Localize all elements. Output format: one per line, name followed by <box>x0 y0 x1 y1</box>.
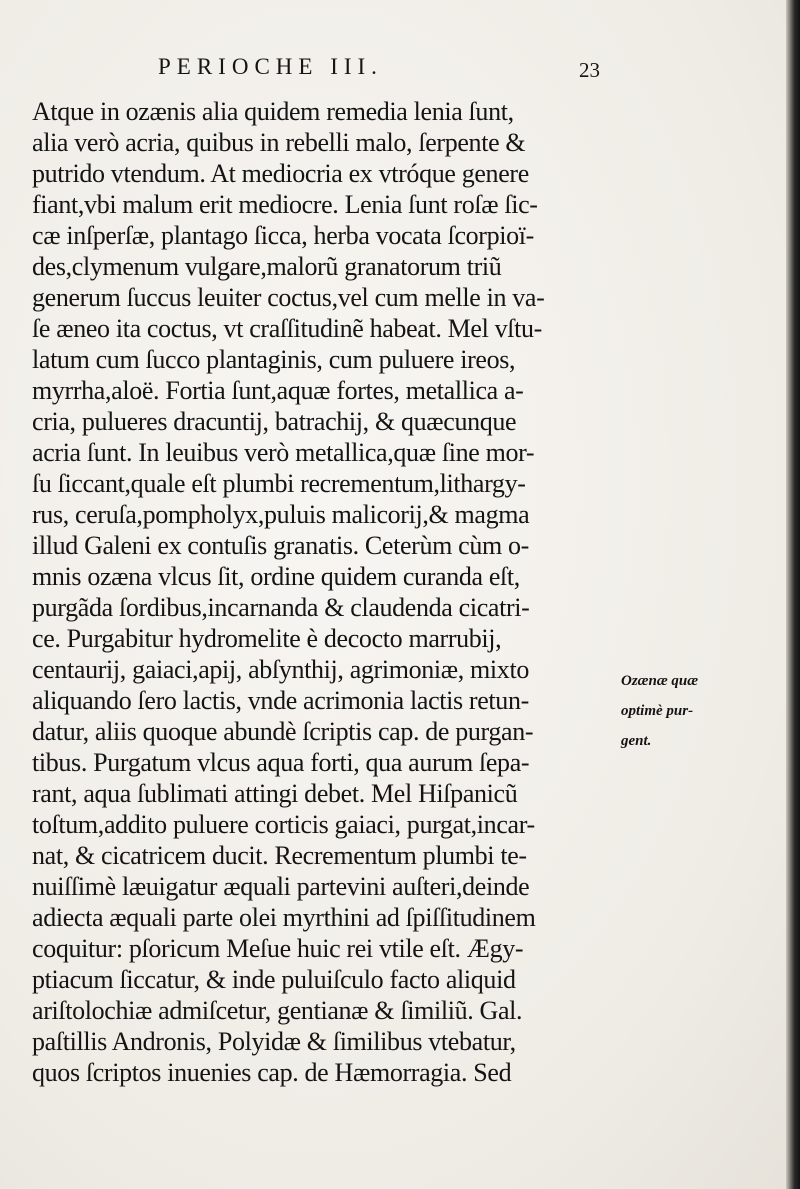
marginal-note <box>621 666 781 756</box>
text-line: generum ſuccus leuiter coctus,vel cum melle in va- <box>32 283 545 312</box>
text-line: mnis ozæna vlcus ſit, ordine quidem curanda eſt, <box>32 562 520 591</box>
text-line: acria ſunt. In leuibus verò metallica,quæ ſine mor- <box>32 438 535 467</box>
text-line: tibus. Purgatum vlcus aqua forti, qua aurum ſepa- <box>32 748 530 777</box>
text-line: cria, pulueres dracuntij, batrachij, & quæcunque <box>32 407 517 436</box>
text-line: fiant,vbi malum erit mediocre. Lenia ſunt roſæ ſic- <box>32 190 538 219</box>
page-header <box>150 54 600 94</box>
text-line: toſtum,addito puluere corticis gaiaci, purgat,incar- <box>32 810 535 839</box>
text-line: illud Galeni ex contuſis granatis. Ceterùm cùm o- <box>32 531 529 560</box>
text-line: centaurij, gaiaci,apij, abſynthij, agrimoniæ, mixto <box>32 655 529 684</box>
text-line: ce. Purgabitur hydromelite è decocto marrubij, <box>32 624 502 653</box>
text-line: cæ inſperſæ, plantago ſicca, herba vocata ſcorpioï- <box>32 221 534 250</box>
text-line: myrrha,aloë. Fortia ſunt,aquæ fortes, metallica a- <box>32 376 524 405</box>
book-gutter-edge <box>786 0 800 1189</box>
text-line: datur, aliis quoque abundè ſcriptis cap. de purgan- <box>32 717 534 746</box>
text-line: coquitur: pſoricum Meſue huic rei vtile eſt. Ægy- <box>32 934 524 963</box>
text-line: ariſtolochiæ admiſcetur, gentianæ & ſimiliũ. Gal. <box>32 996 523 1025</box>
main-text-block <box>32 96 632 1088</box>
text-line: rant, aqua ſublimati attingi debet. Mel Hiſpanicũ <box>32 779 518 808</box>
text-line: nat, & cicatricem ducit. Recrementum plumbi te- <box>32 841 527 870</box>
text-line: quos ſcriptos inuenies cap. de Hæmorragia. Sed <box>32 1058 512 1087</box>
text-line: des,clymenum vulgare,malorũ granatorum triũ <box>32 252 502 281</box>
marginal-note-line: optimè pur- <box>621 703 694 719</box>
text-line: putrido vtendum. At mediocria ex vtróque genere <box>32 159 529 188</box>
text-line: ptiacum ſiccatur, & inde puluiſculo facto aliquid <box>32 965 516 994</box>
text-line: purgãda ſordibus,incarnanda & claudenda cicatri- <box>32 593 530 622</box>
text-line: adiecta æquali parte olei myrthini ad ſpiſſitudinem <box>32 903 536 932</box>
text-line: latum cum ſucco plantaginis, cum puluere ireos, <box>32 345 516 374</box>
text-line: nuiſſimè læuigatur æquali partevini auſteri,deinde <box>32 872 530 901</box>
text-line: Atque in ozænis alia quidem remedia lenia ſunt, <box>32 97 514 126</box>
text-line: aliquando ſero lactis, vnde acrimonia lactis retun- <box>32 686 529 715</box>
marginal-note-line: gent. <box>621 733 652 749</box>
text-line: alia verò acria, quibus in rebelli malo, ſerpente & <box>32 128 526 157</box>
text-line: ſe æneo ita coctus, vt craſſitudinẽ habeat. Mel vſtu- <box>32 314 542 343</box>
running-title: PERIOCHE III. <box>158 54 383 79</box>
text-line: paſtillis Andronis, Polyidæ & ſimilibus vtebatur, <box>32 1027 516 1056</box>
page-number: 23 <box>579 58 600 82</box>
text-line: ſu ſiccant,quale eſt plumbi recrementum,lithargy- <box>32 469 526 498</box>
marginal-note-line: Ozænæ quæ <box>621 673 699 689</box>
text-line: rus, ceruſa,pompholyx,puluis malicorij,& magma <box>32 500 530 529</box>
